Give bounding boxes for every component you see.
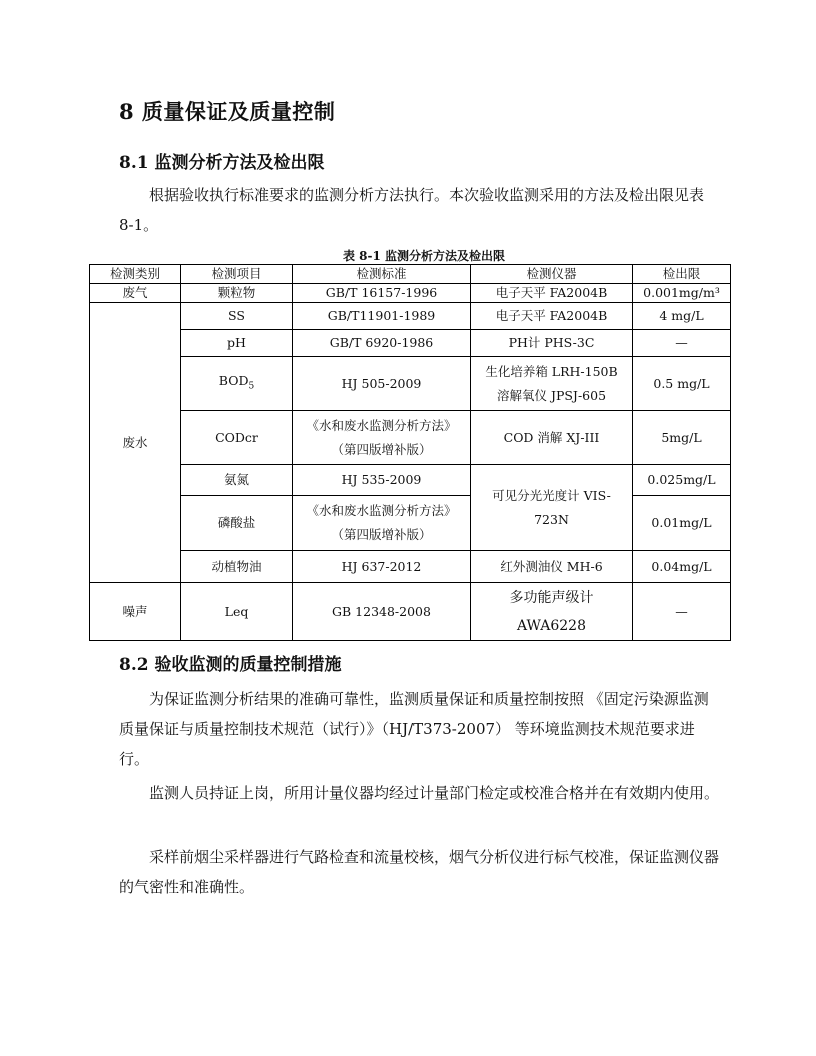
cell-item: 磷酸盐 <box>181 496 293 551</box>
cell-item: 动植物油 <box>181 551 293 583</box>
table-row <box>90 330 731 357</box>
table-row <box>90 284 731 303</box>
section-8-2-paragraph-1: 为保证监测分析结果的准确可靠性，监测质量保证和质量控制按照 《固定污染源监测质量保证与质量控制技术规范（试行）》（HJ/T373-2007） 等环境监测技术规范要求进行。 <box>119 690 709 768</box>
table-row <box>90 411 731 465</box>
table-row <box>90 465 731 496</box>
header-instrument: 检测仪器 <box>471 265 633 284</box>
instrument-line: 可见分光光度计 VIS- <box>492 487 611 503</box>
cell-limit: 0.001mg/m³ <box>633 284 731 303</box>
section-8-1-paragraph: 根据验收执行标准要求的监测分析方法执行。本次验收监测采用的方法及检出限见表 8-1。 <box>119 186 705 234</box>
cell-instrument <box>471 583 633 641</box>
cell-instrument: 电子天平 FA2004B <box>471 303 633 330</box>
cell-item: 颗粒物 <box>181 284 293 303</box>
cell-standard <box>293 496 471 551</box>
cell-standard: HJ 505-2009 <box>293 357 471 411</box>
cell-item: SS <box>181 303 293 330</box>
cell-category-water: 废水 <box>90 303 181 583</box>
cell-limit: 0.01mg/L <box>633 496 731 551</box>
cell-standard: GB/T 16157-1996 <box>293 284 471 303</box>
standard-line: （第四版增补版） <box>331 527 432 542</box>
header-limit: 检出限 <box>633 265 731 284</box>
standard-line: （第四版增补版） <box>331 441 432 457</box>
table-row <box>90 303 731 330</box>
header-item: 检测项目 <box>181 265 293 284</box>
cell-standard: GB/T 6920-1986 <box>293 330 471 357</box>
cell-standard: GB 12348-2008 <box>293 583 471 641</box>
cell-limit: 5mg/L <box>633 411 731 465</box>
cell-limit: — <box>633 330 731 357</box>
cell-item: 氨氮 <box>181 465 293 496</box>
cell-instrument <box>471 357 633 411</box>
cell-instrument: 电子天平 FA2004B <box>471 284 633 303</box>
header-category: 检测类别 <box>90 265 181 284</box>
cell-instrument: 红外测油仪 MH-6 <box>471 551 633 583</box>
section-8-2-paragraph-3: 采样前烟尘采样器进行气路检查和流量校核，烟气分析仪进行标气校准，保证监测仪器的气密性和准确性。 <box>119 848 720 896</box>
cell-item: CODcr <box>181 411 293 465</box>
bod-label: BOD <box>218 372 249 388</box>
cell-standard: GB/T11901-1989 <box>293 303 471 330</box>
instrument-line: AWA6228 <box>517 617 586 634</box>
instrument-line: 溶解氧仪 JPSJ-605 <box>496 387 607 403</box>
table-row <box>90 357 731 411</box>
cell-limit: 0.04mg/L <box>633 551 731 583</box>
cell-standard: HJ 535-2009 <box>293 465 471 496</box>
instrument-line: 723N <box>534 511 569 527</box>
cell-instrument: COD 消解 XJ-III <box>471 411 633 465</box>
section-8-title: 8 质量保证及质量控制 <box>119 99 336 124</box>
cell-limit: 0.5 mg/L <box>633 357 731 411</box>
table-row <box>90 551 731 583</box>
cell-instrument <box>471 465 633 551</box>
table-row <box>90 583 731 641</box>
cell-limit: 4 mg/L <box>633 303 731 330</box>
section-8-1-title: 8.1 监测分析方法及检出限 <box>119 153 325 173</box>
cell-item <box>181 357 293 411</box>
cell-instrument: PH计 PHS-3C <box>471 330 633 357</box>
instrument-line: 生化培养箱 LRH-150B <box>485 363 618 379</box>
cell-category-gas: 废气 <box>90 284 181 303</box>
standard-line: 《水和废水监测分析方法》 <box>306 503 457 518</box>
table-caption: 表 8-1 监测分析方法及检出限 <box>342 249 506 263</box>
cell-limit: 0.025mg/L <box>633 465 731 496</box>
header-standard: 检测标准 <box>293 265 471 284</box>
cell-item: pH <box>181 330 293 357</box>
cell-standard <box>293 411 471 465</box>
standard-line: 《水和废水监测分析方法》 <box>306 417 457 433</box>
table-header-row <box>90 265 731 284</box>
bod-subscript: 5 <box>248 381 255 392</box>
table-row <box>90 496 731 551</box>
section-8-2-paragraph-2: 监测人员持证上岗，所用计量仪器均经过计量部门检定或校准合格并在有效期内使用。 <box>149 784 720 802</box>
cell-standard: HJ 637-2012 <box>293 551 471 583</box>
section-8-2-title: 8.2 验收监测的质量控制措施 <box>119 655 342 675</box>
cell-limit: — <box>633 583 731 641</box>
cell-category-noise: 噪声 <box>90 583 181 641</box>
cell-item: Leq <box>181 583 293 641</box>
method-table <box>89 264 731 641</box>
instrument-line: 多功能声级计 <box>509 589 594 606</box>
